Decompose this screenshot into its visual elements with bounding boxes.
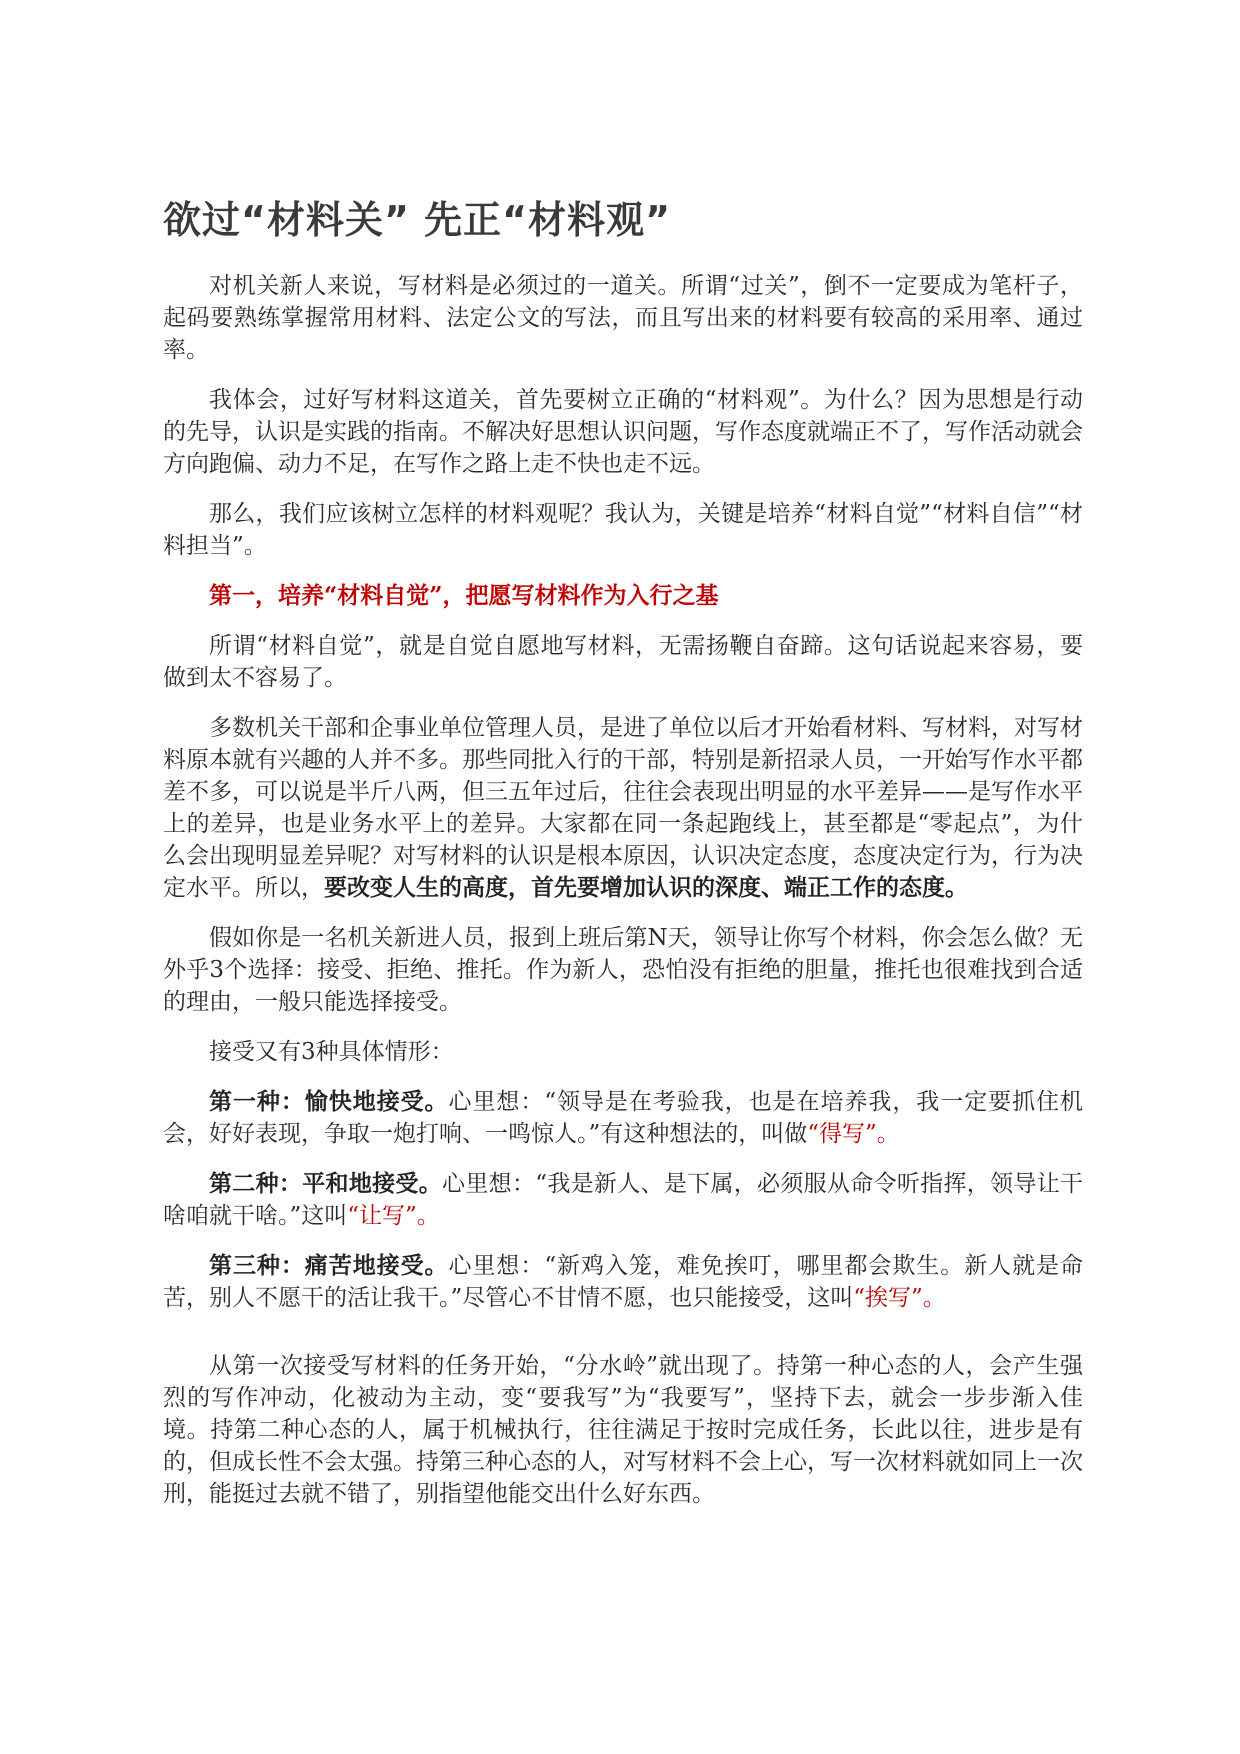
case-three-term: “挨写”。 — [853, 1285, 946, 1311]
case-one-text: 心里想：“领导是在考验我，也是在培养我，我一定要抓住机会，好好表现，争取一炮打响、一鸣惊人。”有这种想法的，叫做 — [163, 1089, 1083, 1147]
case-two-text: 心里想：“我是新人、是下属，必须服从命令听指挥，领导让干啥咱就干啥。”这叫 — [163, 1171, 1084, 1229]
paragraph-watershed: 从第一次接受写材料的任务开始，“分水岭”就出现了。持第一种心态的人，会产生强烈的写作冲动，化被动为主动，变“要我写”为“我要写”，坚持下去，就会一步步渐入佳境。持第二种心态的人，属于机械执行，往往满足于按时完成任务，长此以往，进步是有的，但成长性不会太强。持第三种心态的人，对写材料不会上心，写一次材料就如同上一次刑，能挺过去就不错了，别指望他能交出什么好东西。 — [163, 1353, 1083, 1507]
case-three-text: 心里想：“新鸡入笼，难免挨叮，哪里都会欺生。新人就是命苦，别人不愿干的活让我干。”尽管心不甘情不愿，也只能接受，这叫 — [163, 1253, 1083, 1311]
article-body — [163, 270, 1083, 1528]
case-three-lead: 第三种：痛苦地接受。 — [209, 1252, 449, 1279]
case-one-term: “得写”。 — [807, 1121, 900, 1147]
case-two — [163, 1168, 1083, 1232]
paragraph-difference — [163, 712, 1083, 904]
paragraph-difference-bold: 要改变人生的高度，首先要增加认识的深度、端正工作的态度。 — [324, 874, 968, 901]
case-three — [163, 1250, 1083, 1314]
case-two-lead: 第二种：平和地接受。 — [209, 1170, 443, 1197]
case-one-lead: 第一种：愉快地接受。 — [209, 1088, 449, 1115]
paragraph-material-view: 我体会，过好写材料这道关，首先要树立正确的“材料观”。为什么？因为思想是行动的先导，认识是实践的指南。不解决好思想认识问题，写作态度就端正不了，写作活动就会方向跑偏、动力不足，在写作之路上走不快也走不远。 — [163, 387, 1083, 477]
paragraph-self-awareness: 所谓“材料自觉”，就是自觉自愿地写材料，无需扬鞭自奋蹄。这句话说起来容易，要做到太不容易了。 — [163, 633, 1083, 691]
case-two-term: “让写”。 — [347, 1203, 440, 1229]
paragraph-difference-text: 多数机关干部和企事业单位管理人员，是进了单位以后才开始看材料、写材料，对写材料原本就有兴趣的人并不多。那些同批入行的干部，特别是新招录人员，一开始写作水平都差不多，可以说是半斤八两，但三五年过后，往往会表现出明显的水平差异——是写作水平上的差异，也是业务水平上的差异。大家都在同一条起跑线上，甚至都是“零起点”，为什么会出现明显差异呢？对写材料的认识是根本原因，认识决定态度，态度决定行为，行为决定水平。所以， — [163, 715, 1083, 901]
paragraph-intro: 对机关新人来说，写材料是必须过的一道关。所谓“过关”，倒不一定要成为笔杆子，起码要熟练掌握常用材料、法定公文的写法，而且写出来的材料要有较高的采用率、通过率。 — [163, 273, 1083, 363]
paragraph-scenario: 假如你是一名机关新进人员，报到上班后第N天，领导让你写个材料，你会怎么做？无外乎3个选择：接受、拒绝、推托。作为新人，恐怕没有拒绝的胆量，推托也很难找到合适的理由，一般只能选择接受。 — [163, 925, 1083, 1015]
paragraph-three-cases: 接受又有3种具体情形： — [209, 1039, 454, 1065]
paragraph-question: 那么，我们应该树立怎样的材料观呢？我认为，关键是培养“材料自觉”“材料自信”“材料担当”。 — [163, 501, 1083, 559]
case-one — [163, 1086, 1083, 1150]
section-heading-1: 第一，培养“材料自觉”，把愿写材料作为入行之基 — [209, 582, 719, 609]
article-title: 欲过“材料关” 先正“材料观” — [163, 198, 672, 242]
